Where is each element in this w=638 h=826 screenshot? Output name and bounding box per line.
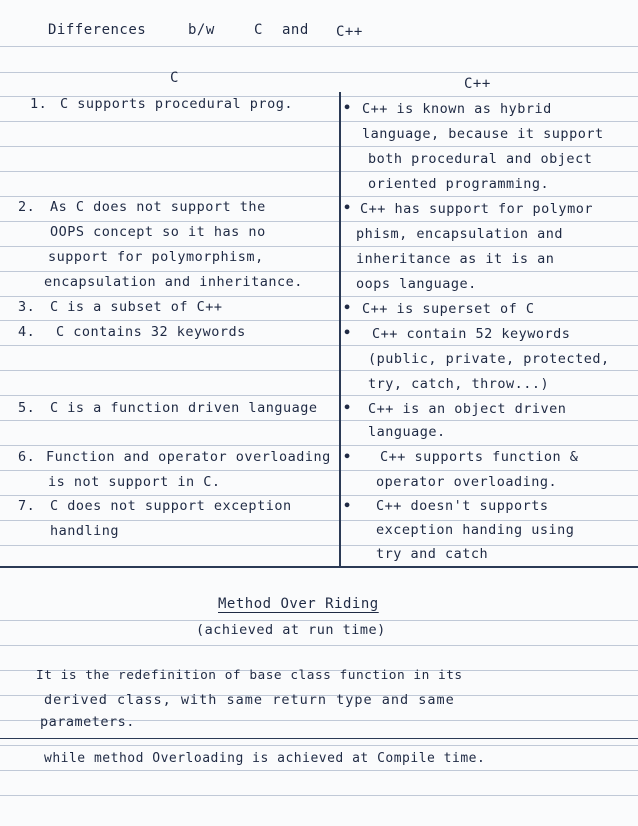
notebook-page: Differences b/w C and C++ C C++ 1. C supports procedural prog. • C++ is known as hybrid language, because it support both procedural and object oriented programming. 2. As C does not support the OOPS concept so it has no support for polymorphism, encapsulation and inheritance. • C++ has support for polymor phism, encapsulation and inheritance as it is an oops language. 3. C is a subset of C++ • C++ is superset of C 4. C contains 32 keywords • C++ contain 52 keywords (public, private, protected, try, catch, throw...) 5. C is a function driven language • C++ is an object driven language. 6. Function and operator overloading is not support in C. • C++ supports function & operator overloading. 7. C does not support exception handling • C++ doesn't supports exception handing using try and catch Method Over Riding (achieved at run time) It is the redefinition of base class function in its derived class, with same return type and same parameters. while method Overloading is achieved at Compile time.	[0, 0, 638, 826]
method-box-bottom	[0, 738, 638, 739]
definition-line: derived class, with same return type and same	[44, 692, 455, 708]
definition-line: parameters.	[40, 714, 135, 730]
table-bottom-border	[0, 566, 638, 568]
column-header-c: C	[170, 70, 179, 86]
definition-line: It is the redefinition of base class function in its	[36, 668, 463, 683]
section-subtitle: (achieved at run time)	[196, 622, 386, 638]
section-title: Method Over Riding	[218, 596, 379, 612]
column-divider	[339, 92, 341, 568]
column-header-cpp: C++	[464, 76, 491, 92]
overloading-note: while method Overloading is achieved at Compile time.	[44, 751, 486, 766]
